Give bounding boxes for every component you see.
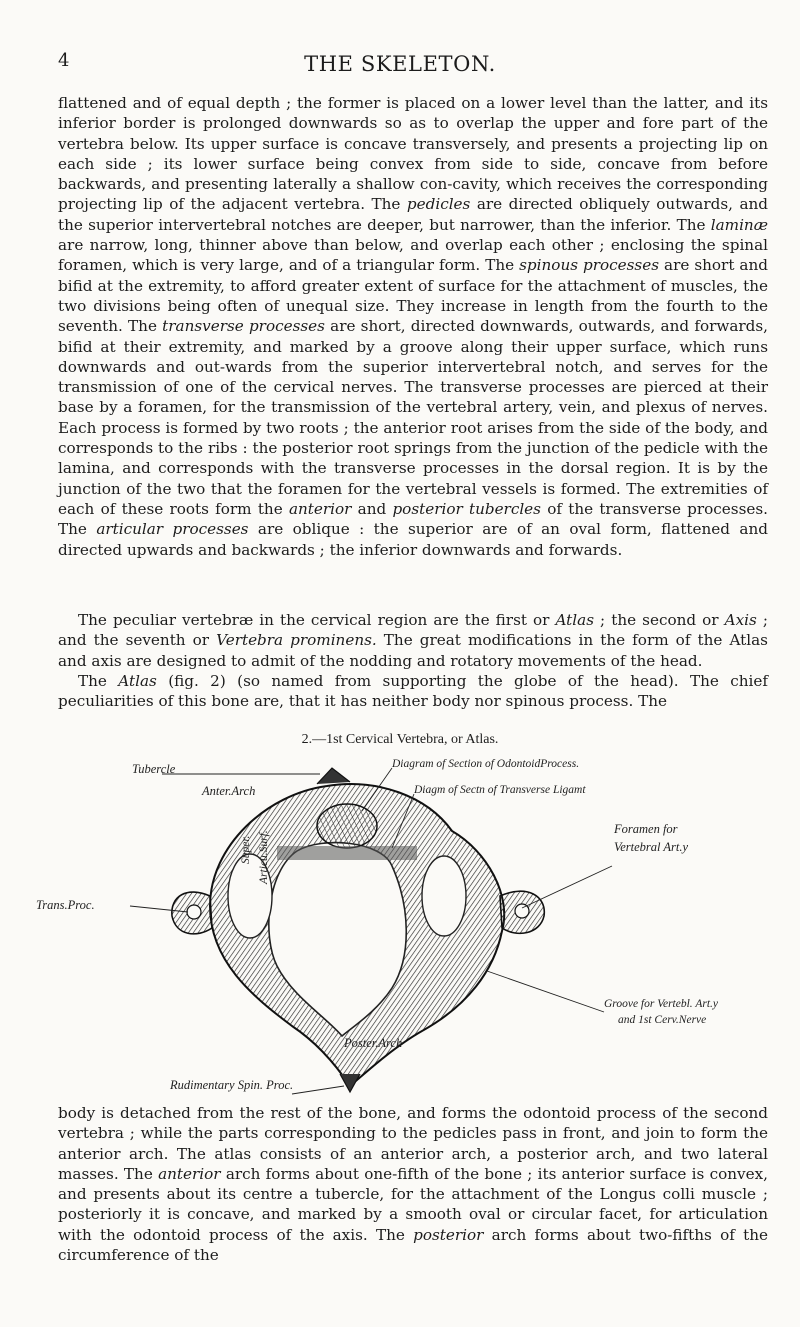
label-anterior-arch: Anter.Arch — [202, 784, 256, 798]
label-foramen-line2: Vertebral Art.y — [614, 840, 689, 854]
paragraph-atlas-description — [58, 1103, 768, 1265]
text-run: are narrow, long, thinner above than below, and overlap each other ; enclosing the spinal foramen, which is very large, and of a triangular form. The — [58, 236, 768, 275]
text-run: The great modifications in the form of the Atlas and axis are designed to admit of the nodding and rotatory movements of the head. — [58, 631, 768, 670]
label-diagram-transverse: Diagm of Sectn of Transverse Ligamt — [414, 784, 586, 796]
italic-term: anterior — [158, 1164, 221, 1183]
odontoid-section — [317, 804, 377, 848]
atlas-figure — [36, 756, 800, 1096]
label-articular-surface: Articu.Surf. — [258, 830, 270, 884]
text-run: flattened and of equal depth ; the former is placed on a lower level than the latter, and its inferior border is prolonged downwards so as to overlap the upper and fore part of the vertebra below. Its upper surface is concave transversely, and presents a projecting lip on each side ; its lower surface being convex from side to side, concave from before backwards, and presenting laterally a shallow con-cavity, which receives the corresponding projecting lip of the adjacent vertebra. The — [58, 94, 768, 214]
text-run: The peculiar vertebræ in the cervical region are the first or — [78, 611, 556, 629]
paragraph-cervical-description — [58, 93, 768, 560]
label-rudimentary-spinous: Rudimentary Spin. Proc. — [170, 1078, 294, 1092]
text-run: are short, directed downwards, outwards, and forwards, bifid at their extremity, and marked by a groove along their upper surface, which runs downwards and out-wards from the superior intervertebral notch, and serves for the transmission of one of the cervical nerves. The transverse processes are pierced at their base by a foramen, for the transmission of the vertebral artery, vein, and plexus of nerves. Each process is formed by two roots ; the anterior root arises from the side of the body, and corresponds to the ribs : the posterior root springs from the junction of the pedicle with the lamina, and corresponds with the transverse processes in the dorsal region. It is by the junction of the two that the foramen for the vertebral vessels is formed. The extremities of each of these roots form the — [58, 317, 769, 518]
text-run: are directed obliquely outwards, and the superior intervertebral notches are deeper, but narrower, than the inferior. The — [58, 195, 768, 234]
label-transverse-process: Trans.Proc. — [36, 898, 95, 912]
left-vertebral-foramen — [187, 905, 201, 919]
label-superior: Super. — [240, 835, 252, 864]
text-run: arch forms about one-fifth of the bone ; its anterior surface is convex, and presents about its centre a tubercle, for the attachment of the Longus colli muscle ; posteriorly it is concave, and marked by a smooth oval or circular facet, for articulation with the odontoid process of the axis. The — [58, 1164, 768, 1244]
anterior-tubercle — [317, 768, 350, 784]
text-run: are short and bifid at the extremity, to afford greater extent of surface for the attachment of muscles, the two divisions being often of unequal size. They increase in length from the fourth to the seventh. The — [58, 256, 768, 336]
italic-term: laminæ — [710, 215, 768, 234]
figure-caption: 2.—1st Cervical Vertebra, or Atlas. — [301, 732, 499, 747]
text-run: ; the second or — [594, 611, 725, 629]
rudimentary-spinous-process — [340, 1074, 360, 1092]
text-run: of the transverse processes. The — [58, 499, 768, 539]
label-foramen-line1: Foramen for — [614, 822, 678, 836]
transverse-ligament — [277, 846, 417, 860]
label-tubercle: Tubercle — [132, 762, 176, 776]
text-run: are oblique : the superior are of an oval form, flattened and directed upwards and backwards ; the inferior downwards and forwards. — [58, 520, 768, 559]
italic-term: posterior tubercles — [392, 499, 541, 518]
italic-term: Atlas — [555, 611, 594, 629]
label-groove-line1: Groove for Vertebl. Art.y — [604, 998, 719, 1010]
italic-term: pedicles — [406, 195, 471, 214]
right-articular-surface — [422, 856, 466, 936]
running-head: THE SKELETON. — [304, 52, 496, 76]
italic-term: transverse processes — [162, 317, 325, 336]
italic-term: anterior — [288, 499, 352, 518]
text-run: ; and the seventh or — [58, 611, 768, 650]
label-posterior-arch: Poster.Arch — [344, 1036, 403, 1050]
italic-term: articular processes — [96, 520, 249, 539]
text-run: arch forms about two-fifths of the circumference of the — [58, 1225, 768, 1265]
label-groove-line2: and 1st Cerv.Nerve — [618, 1014, 707, 1026]
italic-term: Axis — [724, 611, 757, 629]
italic-term: Vertebra prominens. — [216, 631, 377, 650]
atlas-illustration — [92, 756, 800, 1096]
text-run: (fig. 2) (so named from supporting the globe of the head). The chief peculiarities of this bone are, that it has neither body nor spinous process. The — [58, 672, 768, 711]
text-run: and — [351, 499, 393, 518]
paragraph-peculiar-vertebrae — [58, 610, 768, 671]
label-diagram-odontoid: Diagram of Section of OdontoidProcess. — [392, 758, 580, 770]
text-run: The — [78, 672, 119, 690]
paragraph-atlas-intro — [58, 671, 768, 712]
page-number: 4 — [58, 50, 70, 71]
italic-term: posterior — [413, 1225, 484, 1244]
italic-term: spinous processes — [519, 256, 660, 275]
text-run: body is detached from the rest of the bone, and forms the odontoid process of the second vertebra ; while the parts corresponding to the pedicles pass in front, and join to form the anterior arch. The atlas consists of an anterior arch, a posterior arch, and two lateral masses. The — [58, 1104, 768, 1183]
italic-term: Atlas — [118, 672, 157, 690]
